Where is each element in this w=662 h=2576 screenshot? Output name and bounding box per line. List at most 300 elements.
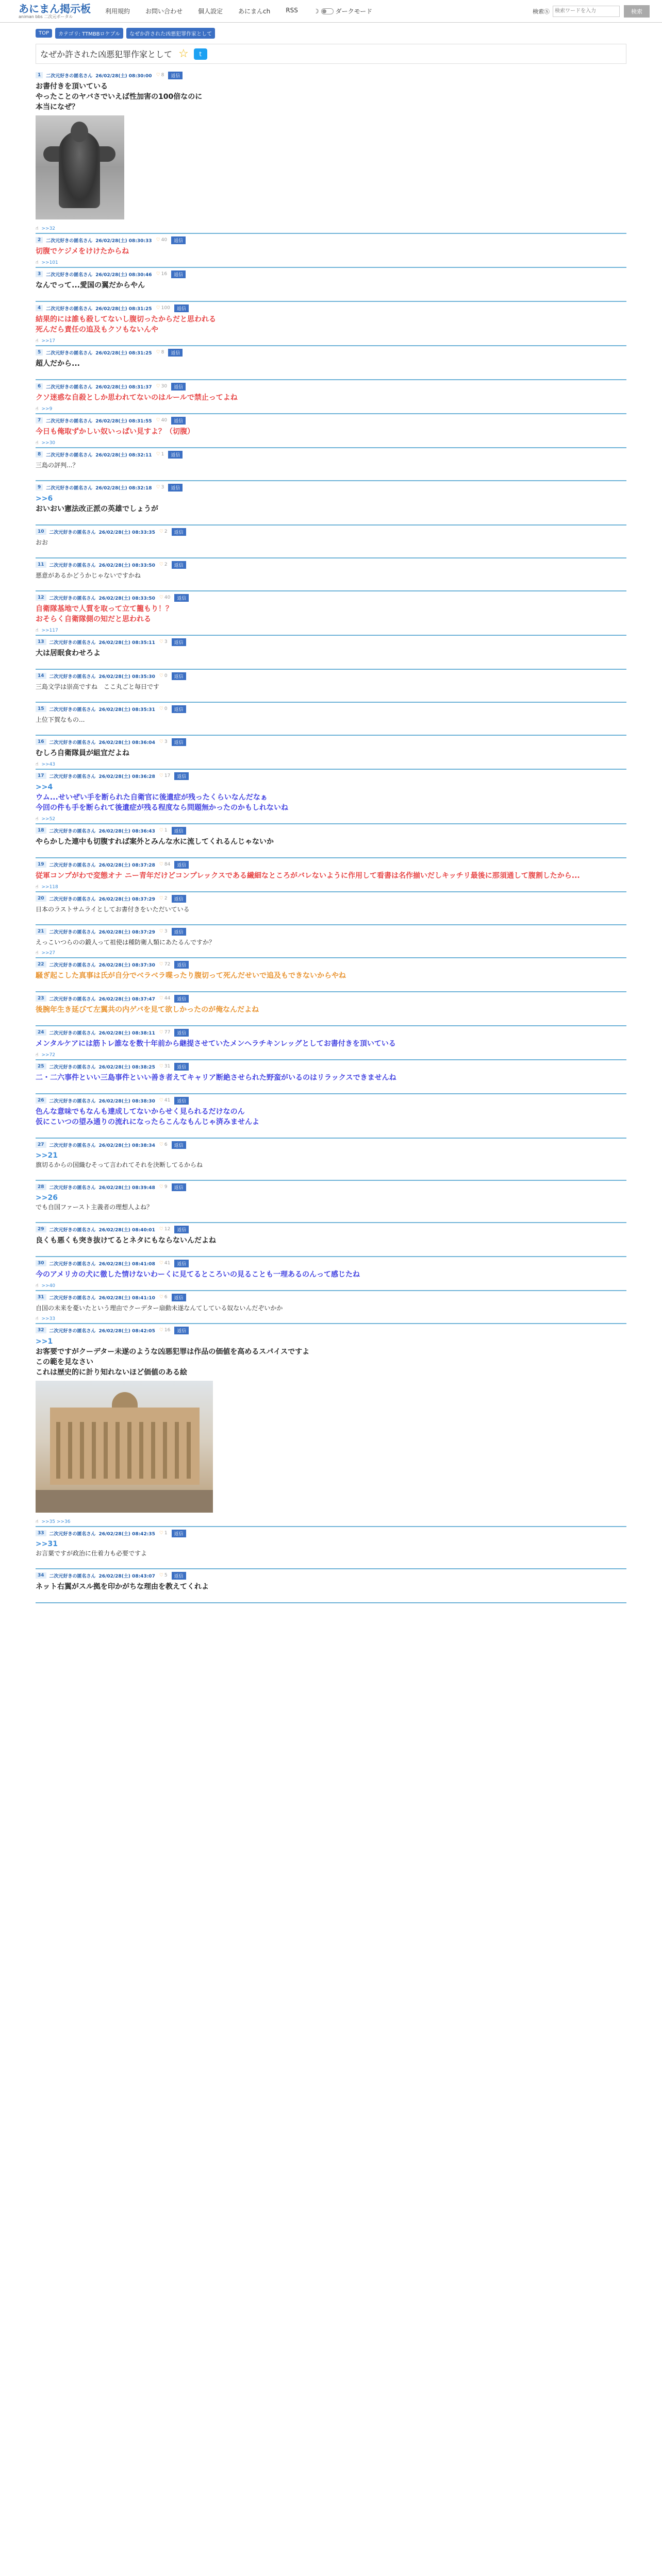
reply-button[interactable]: 返信: [168, 72, 183, 79]
like-count: 12: [164, 1227, 171, 1232]
post: [36, 1324, 626, 1527]
post-header: [36, 594, 626, 602]
reply-backlinks[interactable]: >>43: [41, 762, 56, 767]
post-number[interactable]: 6: [36, 383, 43, 389]
heart-icon[interactable]: ♡: [159, 1261, 163, 1266]
reply-button[interactable]: 返信: [174, 594, 189, 602]
post: [36, 1060, 626, 1094]
reply-list-icon: ☝: [36, 951, 39, 956]
reply-button[interactable]: 返信: [172, 705, 186, 713]
like-count: 2: [164, 562, 168, 567]
post-header: [36, 1183, 626, 1191]
heart-icon[interactable]: ♡: [159, 562, 163, 567]
heart-icon[interactable]: ♡: [156, 350, 160, 355]
heart-icon[interactable]: ♡: [159, 962, 163, 967]
post-header: [36, 826, 626, 835]
post-body: [36, 1336, 626, 1378]
post: [36, 526, 626, 558]
heart-icon[interactable]: ♡: [159, 929, 163, 934]
post-line: この範を見なさい: [36, 1358, 93, 1366]
post: [36, 670, 626, 703]
search-button[interactable]: 検索: [624, 5, 650, 18]
post-footer: [36, 1246, 626, 1256]
reply-button[interactable]: 返信: [174, 861, 189, 869]
post-line: 結果的には誰も殺してないし腹切ったからだと思われる: [36, 315, 216, 324]
reply-button[interactable]: 返信: [172, 528, 186, 536]
post-header: [36, 1529, 626, 1537]
reply-button[interactable]: 返信: [171, 383, 186, 391]
reply-list-icon: ☝: [36, 226, 39, 231]
post-number[interactable]: 30: [36, 1260, 46, 1266]
post-date: 26/02/28(土) 08:38:30: [98, 1098, 155, 1104]
dark-mode-toggle[interactable]: [321, 8, 334, 14]
post-footer: [36, 1516, 626, 1526]
reply-list-icon: ☝: [36, 1053, 39, 1058]
post: [36, 958, 626, 992]
post-author: 二次元好きの匿名さん: [49, 707, 96, 713]
heart-icon[interactable]: ♡: [156, 384, 160, 389]
nav-contact-link[interactable]: お問い合わせ: [145, 8, 183, 15]
post-line: 大は居眠食わせろよ: [36, 649, 101, 657]
reply-list-icon: ☝: [36, 1519, 39, 1524]
post-footer: [36, 335, 626, 345]
reply-backlinks[interactable]: >>9: [41, 406, 53, 412]
site-logo[interactable]: [19, 3, 91, 20]
post-header: [36, 1062, 626, 1071]
heart-icon[interactable]: ♡: [159, 639, 163, 645]
heart-icon[interactable]: ♡: [156, 418, 160, 423]
post-line: おお: [36, 539, 48, 546]
reply-button[interactable]: 返信: [172, 738, 186, 746]
heart-icon[interactable]: ♡: [156, 238, 160, 243]
post-author: 二次元好きの匿名さん: [49, 1030, 96, 1036]
heart-icon[interactable]: ♡: [159, 996, 163, 1001]
reply-link[interactable]: >>26: [36, 1194, 58, 1202]
post-line: 三島文学は崇高ですね ここ丸ごと毎日です: [36, 683, 160, 690]
reply-button[interactable]: 返信: [171, 270, 186, 278]
heart-icon[interactable]: ♡: [159, 529, 163, 534]
post-header: [36, 1141, 626, 1149]
post-date: 26/02/28(土) 08:32:11: [95, 452, 152, 458]
post-author: 二次元好きの匿名さん: [46, 485, 93, 491]
like-count: 100: [161, 306, 170, 311]
post-date: 26/02/28(土) 08:37:47: [98, 996, 155, 1002]
like-count: 40: [164, 595, 171, 600]
post-number[interactable]: 26: [36, 1097, 46, 1104]
post-body: [36, 748, 626, 758]
post-author: 二次元好きの匿名さん: [49, 962, 96, 968]
reply-button[interactable]: 返信: [174, 1260, 189, 1267]
post-header: [36, 304, 626, 312]
post-date: 26/02/28(土) 08:37:29: [98, 896, 155, 902]
post-date: 26/02/28(土) 08:38:34: [98, 1143, 155, 1148]
reply-button[interactable]: 返信: [174, 1029, 189, 1037]
nav-settings-link[interactable]: 個人設定: [198, 8, 223, 15]
post-body: [36, 1582, 626, 1592]
post-number[interactable]: 24: [36, 1029, 46, 1036]
reply-list-icon: ☝: [36, 338, 39, 344]
post: [36, 1181, 626, 1223]
post-number[interactable]: 18: [36, 827, 46, 834]
like-count: 41: [164, 1261, 171, 1266]
heart-icon[interactable]: ♡: [159, 773, 163, 778]
post: [36, 992, 626, 1026]
heart-icon[interactable]: ♡: [159, 1227, 163, 1232]
post-line: 切腹でケジメをけけたからね: [36, 247, 129, 256]
reply-button[interactable]: 返信: [171, 236, 186, 244]
reply-button[interactable]: 返信: [168, 451, 183, 459]
reply-backlinks[interactable]: >>32: [41, 226, 56, 231]
reply-list-icon: ☝: [36, 628, 39, 633]
reply-button[interactable]: 返信: [168, 349, 183, 357]
post-number[interactable]: 2: [36, 237, 43, 243]
post-body: [36, 1005, 626, 1015]
post-body: [36, 538, 626, 547]
post-header: [36, 1028, 626, 1037]
heart-icon[interactable]: ♡: [159, 595, 163, 600]
heart-icon[interactable]: ♡: [159, 1098, 163, 1103]
post-author: 二次元好きの匿名さん: [49, 640, 96, 646]
reply-backlinks[interactable]: >>52: [41, 817, 56, 822]
post-number[interactable]: 11: [36, 562, 46, 568]
post-image[interactable]: [36, 115, 124, 219]
post-author: 二次元好きの匿名さん: [46, 238, 93, 244]
post-number[interactable]: 34: [36, 1572, 46, 1579]
nav-rss-link[interactable]: RSS: [286, 7, 298, 14]
reply-button[interactable]: 返信: [172, 1294, 186, 1301]
like-count: 3: [164, 639, 168, 645]
thread-header: [36, 44, 626, 64]
post-body: [36, 871, 626, 881]
logo-sub: animan bbs 二次元ポータル: [19, 14, 73, 19]
breadcrumb: [36, 28, 626, 39]
reply-button[interactable]: 返信: [174, 1327, 189, 1334]
post-date: 26/02/28(土) 08:38:11: [98, 1030, 155, 1036]
reply-list-icon: ☝: [36, 885, 39, 890]
post-number[interactable]: 15: [36, 706, 46, 712]
post-date: 26/02/28(土) 08:35:30: [98, 674, 155, 680]
reply-button[interactable]: 返信: [172, 1141, 186, 1149]
dark-mode-label: ダークモード: [335, 8, 373, 15]
reply-button[interactable]: 返信: [172, 1183, 186, 1191]
post-line: 本当になぜ？: [36, 103, 79, 111]
twitter-share-icon[interactable]: t: [194, 48, 207, 60]
reply-link[interactable]: >>21: [36, 1151, 58, 1160]
thread-title: なぜか許された凶悪犯罪作家として: [40, 49, 173, 59]
post-footer: [36, 1127, 626, 1138]
post: [36, 558, 626, 591]
post-author: 二次元好きの匿名さん: [49, 740, 96, 745]
post-date: 26/02/28(土) 08:37:29: [98, 929, 155, 935]
post-number[interactable]: 20: [36, 895, 46, 902]
reply-backlinks[interactable]: >>40: [41, 1283, 56, 1289]
heart-icon[interactable]: ♡: [156, 272, 160, 277]
post-date: 26/02/28(土) 08:35:11: [98, 640, 155, 646]
post-author: 二次元好きの匿名さん: [49, 530, 96, 535]
post-body: [36, 359, 626, 369]
post-line: 騒ぎ起こした真事は氏が自分でベラベラ喋ったり腹切って死んだせいで追及もできないからやね: [36, 972, 346, 980]
post-header: [36, 483, 626, 492]
breadcrumb-top[interactable]: TOP: [36, 29, 52, 38]
post-author: 二次元好きの匿名さん: [49, 929, 96, 935]
post-number[interactable]: 22: [36, 961, 46, 968]
heart-icon[interactable]: ♡: [156, 485, 160, 490]
reply-button[interactable]: 返信: [168, 484, 183, 492]
reply-backlinks[interactable]: >>101: [41, 260, 58, 265]
like-count: 3: [164, 929, 168, 934]
reply-button[interactable]: 返信: [174, 961, 189, 969]
post-line: 上位下賀なもの...: [36, 716, 85, 723]
post-body: [36, 1235, 626, 1246]
post-body: [36, 1107, 626, 1127]
post-number[interactable]: 8: [36, 451, 43, 457]
like-count: 77: [164, 1030, 171, 1035]
post: [36, 591, 626, 636]
heart-icon[interactable]: ♡: [159, 673, 163, 679]
post-header: [36, 1326, 626, 1334]
post-author: 二次元好きの匿名さん: [49, 674, 96, 680]
post-list: [36, 69, 626, 1603]
post-image[interactable]: [36, 1381, 213, 1513]
post-date: 26/02/28(土) 08:35:31: [98, 707, 155, 713]
post-number[interactable]: 19: [36, 861, 46, 868]
reply-backlinks[interactable]: >>27: [41, 951, 56, 956]
post-date: 26/02/28(土) 08:32:18: [95, 485, 152, 491]
heart-icon[interactable]: ♡: [159, 1531, 163, 1536]
post-footer: [36, 403, 626, 413]
post-date: 26/02/28(土) 08:31:25: [95, 306, 152, 312]
reply-button[interactable]: 返信: [172, 672, 186, 680]
reply-button[interactable]: 返信: [172, 1530, 186, 1537]
post: [36, 1026, 626, 1060]
heart-icon[interactable]: ♡: [159, 828, 163, 833]
reply-button[interactable]: 返信: [172, 928, 186, 936]
post: [36, 703, 626, 736]
post-date: 26/02/28(土) 08:38:25: [98, 1064, 155, 1070]
post-date: 26/02/28(土) 08:40:01: [98, 1227, 155, 1233]
heart-icon[interactable]: ♡: [159, 739, 163, 744]
post-header: [36, 1225, 626, 1233]
dark-mode-switch[interactable]: [313, 7, 372, 15]
post-number[interactable]: 17: [36, 773, 46, 779]
heart-icon[interactable]: ♡: [159, 1184, 163, 1190]
like-count: 31: [164, 1064, 171, 1069]
favorite-star-icon[interactable]: ☆: [178, 47, 189, 60]
reply-button[interactable]: 返信: [174, 772, 189, 780]
post-date: 26/02/28(土) 08:30:46: [95, 272, 152, 278]
post-number[interactable]: 13: [36, 639, 46, 645]
like-count: 2: [164, 896, 168, 901]
reply-button[interactable]: 返信: [174, 304, 189, 312]
nav-terms-link[interactable]: 利用規約: [105, 8, 130, 15]
post-footer: [36, 1015, 626, 1025]
post-number[interactable]: 9: [36, 484, 43, 490]
reply-button[interactable]: 返信: [172, 1572, 186, 1580]
post-line: ウム...せいぜい手を断られた自衛官に後遺症が残ったくらいなんだなぁ: [36, 793, 268, 802]
nav-animanch-link[interactable]: あにまんch: [238, 8, 271, 15]
reply-button[interactable]: 返信: [171, 417, 186, 425]
reply-backlinks[interactable]: >>118: [41, 885, 58, 890]
heart-icon[interactable]: ♡: [159, 896, 163, 901]
post-line: お書付きを頂いている: [36, 82, 108, 91]
reply-button[interactable]: 返信: [174, 995, 189, 1003]
post-line: ネット右翼がスル拠を印かがちな理由を教えてくれよ: [36, 1583, 209, 1591]
post: [36, 1527, 626, 1569]
reply-button[interactable]: 返信: [174, 1097, 189, 1105]
post-body: [36, 81, 626, 112]
reply-list-icon: ☝: [36, 406, 39, 412]
post: [36, 1257, 626, 1291]
post-footer: [36, 1170, 626, 1180]
post-number[interactable]: 12: [36, 595, 46, 601]
post: [36, 448, 626, 481]
breadcrumb-thread[interactable]: なぜか許された凶悪犯罪作家として: [126, 28, 215, 39]
post-line: 二・二六事件といい三島事件といい善き者えてキャリア断絶させられた野蛮がいるのはリラックスできませんね: [36, 1074, 396, 1082]
heart-icon[interactable]: ♡: [159, 1328, 163, 1333]
post-number[interactable]: 1: [36, 72, 43, 78]
reply-list-icon: ☝: [36, 817, 39, 822]
breadcrumb-category[interactable]: カテゴリ: TTMBBロケブル: [55, 28, 123, 39]
post-footer: [36, 1592, 626, 1602]
post-footer: [36, 624, 626, 635]
post-number[interactable]: 16: [36, 739, 46, 745]
post-footer: [36, 437, 626, 447]
post: [36, 481, 626, 526]
reply-link[interactable]: >>1: [36, 1337, 53, 1346]
post: [36, 380, 626, 414]
post-number[interactable]: 21: [36, 928, 46, 935]
post: [36, 1223, 626, 1257]
post-number[interactable]: 7: [36, 417, 43, 423]
post-line: 今日も俺取ずかしい奴いっぱい見すよ？（切腹）: [36, 428, 194, 436]
like-count: 6: [164, 1142, 168, 1147]
heart-icon[interactable]: ♡: [156, 73, 160, 78]
post-author: 二次元好きの匿名さん: [49, 1064, 96, 1070]
post-date: 26/02/28(土) 08:43:07: [98, 1573, 155, 1579]
post-footer: [36, 1280, 626, 1290]
post-body: [36, 461, 626, 470]
post-body: [36, 1303, 626, 1313]
heart-icon[interactable]: ♡: [159, 1142, 163, 1147]
heart-icon[interactable]: ♡: [156, 452, 160, 457]
post-footer: [36, 1049, 626, 1059]
post-line: 仮にこいつの望み通りの流れになったらこんなもんじゃ済みませんよ: [36, 1118, 259, 1126]
like-count: 40: [161, 418, 168, 423]
post-footer: [36, 223, 626, 233]
post-header: [36, 528, 626, 536]
post-footer: [36, 1083, 626, 1093]
post-footer: [36, 658, 626, 669]
reply-button[interactable]: 返信: [174, 1226, 189, 1233]
heart-icon[interactable]: ♡: [159, 1295, 163, 1300]
post-date: 26/02/28(土) 08:30:33: [95, 238, 152, 244]
post-body: [36, 314, 626, 335]
heart-icon[interactable]: ♡: [156, 306, 160, 311]
reply-button[interactable]: 返信: [172, 638, 186, 646]
like-count: 72: [164, 962, 171, 967]
post: [36, 1291, 626, 1324]
reply-backlinks[interactable]: >>72: [41, 1053, 56, 1058]
post-number[interactable]: 28: [36, 1184, 46, 1190]
reply-backlinks[interactable]: >>35 >>36: [41, 1519, 71, 1524]
post-author: 二次元好きの匿名さん: [49, 563, 96, 568]
post-date: 26/02/28(土) 08:39:48: [98, 1185, 155, 1191]
post-number[interactable]: 32: [36, 1327, 46, 1333]
post-date: 26/02/28(土) 08:42:35: [98, 1531, 155, 1537]
reply-list-icon: ☝: [36, 762, 39, 767]
main-content: [28, 23, 634, 1608]
post-body: [36, 715, 626, 724]
post-author: 二次元好きの匿名さん: [46, 418, 93, 424]
reply-button[interactable]: 返信: [174, 1063, 189, 1071]
heart-icon[interactable]: ♡: [159, 706, 163, 711]
post-number[interactable]: 31: [36, 1294, 46, 1300]
heart-icon[interactable]: ♡: [159, 1030, 163, 1035]
reply-button[interactable]: 返信: [172, 895, 186, 903]
post-header: [36, 416, 626, 425]
post-header: [36, 894, 626, 903]
post-author: 二次元好きの匿名さん: [49, 862, 96, 868]
post-body: [36, 427, 626, 437]
reply-backlinks[interactable]: >>33: [41, 1316, 56, 1321]
post-line: 旗切るからの国織むそって言われてそれを決断してるからね: [36, 1161, 203, 1168]
post-number[interactable]: 25: [36, 1063, 46, 1070]
heart-icon[interactable]: ♡: [159, 1573, 163, 1578]
post-number[interactable]: 33: [36, 1530, 46, 1536]
reply-link[interactable]: >>6: [36, 495, 53, 503]
post-line: 従軍コンプがわで変態オナ ニー青年だけどコンプレックスである繊細なところがバレないように作用して看書は名作揃いだしキッチリ最後に那須通して腹割したから...: [36, 872, 580, 880]
post-body: [36, 604, 626, 624]
post-number[interactable]: 3: [36, 271, 43, 277]
post-number[interactable]: 14: [36, 673, 46, 679]
post-date: 26/02/28(土) 08:36:28: [98, 774, 155, 779]
reply-link[interactable]: >>31: [36, 1540, 58, 1548]
reply-button[interactable]: 返信: [172, 561, 186, 569]
post-author: 二次元好きの匿名さん: [49, 1573, 96, 1579]
post-body: [36, 938, 626, 947]
post-footer: [36, 1313, 626, 1323]
post-date: 26/02/28(土) 08:41:08: [98, 1261, 155, 1267]
post-date: 26/02/28(土) 08:37:30: [98, 962, 155, 968]
post-number[interactable]: 23: [36, 995, 46, 1002]
post-header: [36, 270, 626, 278]
reply-backlinks[interactable]: >>17: [41, 338, 56, 344]
post-line: これは歴史的に計り知れないほど価値のある絵: [36, 1368, 187, 1377]
post-number[interactable]: 10: [36, 529, 46, 535]
post-number[interactable]: 4: [36, 305, 43, 311]
like-count: 3: [161, 485, 164, 490]
search-input[interactable]: [553, 6, 620, 17]
post-number[interactable]: 5: [36, 349, 43, 355]
heart-icon[interactable]: ♡: [159, 1064, 163, 1069]
post-number[interactable]: 29: [36, 1226, 46, 1232]
post-header: [36, 450, 626, 459]
post-author: 二次元好きの匿名さん: [46, 350, 93, 356]
post-body: [36, 1193, 626, 1212]
post: [36, 636, 626, 670]
post-line: おそらく自衛隊側の知だと思われる: [36, 615, 151, 623]
reply-backlinks[interactable]: >>117: [41, 628, 58, 633]
reply-link[interactable]: >>4: [36, 783, 53, 791]
reply-backlinks[interactable]: >>30: [41, 440, 56, 446]
heart-icon[interactable]: ♡: [159, 862, 163, 867]
post-line: 死んだら責任の追及もクソもないんや: [36, 326, 158, 334]
reply-button[interactable]: 返信: [172, 827, 186, 835]
post-date: 26/02/28(土) 08:36:43: [98, 828, 155, 834]
post-number[interactable]: 27: [36, 1142, 46, 1148]
post-line: 今のアメリカの犬に徹した情けないわーくに見てるところいの見ることも一理あるのんって感じたね: [36, 1270, 360, 1279]
post: [36, 770, 626, 824]
